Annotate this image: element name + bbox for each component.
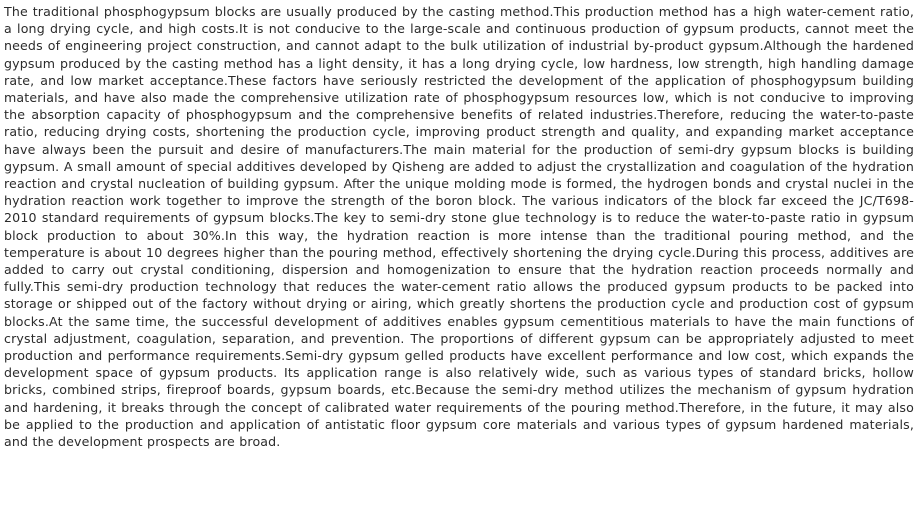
body-paragraph: The traditional phosphogypsum blocks are usually produced by the casting method.This production method has a high water-cement ratio, a long drying cycle, and high costs.It is not conducive to the large-scale and continuous production of gypsum products, cannot meet the needs of engineering project construction, and cannot adapt to the bulk utilization of industrial by-product gypsum.Although the hardened gypsum produced by the casting method has a light density, it has a long drying cycle, low hardness, low strength, high handling damage rate, and low market acceptance.These factors have seriously restricted the development of the application of phosphogypsum building materials, and have also made the comprehensive utilization rate of phosphogypsum resources low, which is not conducive to improving the absorption capacity of phosphogypsum and the comprehensive benefits of related industries.Therefore, reducing the water-to-paste ratio, reducing drying costs, shortening the production cycle, improving product strength and quality, and expanding market acceptance have always been the pursuit and desire of manufacturers.The main material for the production of semi-dry gypsum blocks is building gypsum. A small amount of special additives developed by Qisheng are added to adjust the crystallization and coagulation of the hydration reaction and crystal nucleation of building gypsum. After the unique molding mode is formed, the hydrogen bonds and crystal nuclei in the hydration reaction work together to improve the strength of the boron block. The various indicators of the block far exceed the JC/T698-2010 standard requirements of gypsum blocks.The key to semi-dry stone glue technology is to reduce the water-to-paste ratio in gypsum block production to about 30%.In this way, the hydration reaction is more intense than the traditional pouring method, and the temperature is about 10 degrees higher than the pouring method, effectively shortening the drying cycle.During this process, additives are added to carry out crystal conditioning, dispersion and homogenization to ensure that the hydration reaction proceeds normally and fully.This semi-dry production technology that reduces the water-cement ratio allows the produced gypsum products to be packed into storage or shipped out of the factory without drying or airing, which greatly shortens the production cycle and production cost of gypsum blocks.At the same time, the successful development of additives enables gypsum cementitious materials to have the main functions of crystal adjustment, coagulation, separation, and prevention. The proportions of different gypsum can be appropriately adjusted to meet production and performance requirements.Semi-dry gypsum gelled products have excellent performance and low cost, which expands the development space of gypsum products. Its application range is also relatively wide, such as various types of standard bricks, hollow bricks, combined strips, fireproof boards, gypsum boards, etc.Because the semi-dry method utilizes the mechanism of gypsum hydration and hardening, it breaks through the concept of calibrated water requirements of the pouring method.Therefore, in the future, it may also be applied to the production and application of antistatic floor gypsum core materials and various types of gypsum hardened materials, and the development prospects are broad. (4, 4, 914, 450)
